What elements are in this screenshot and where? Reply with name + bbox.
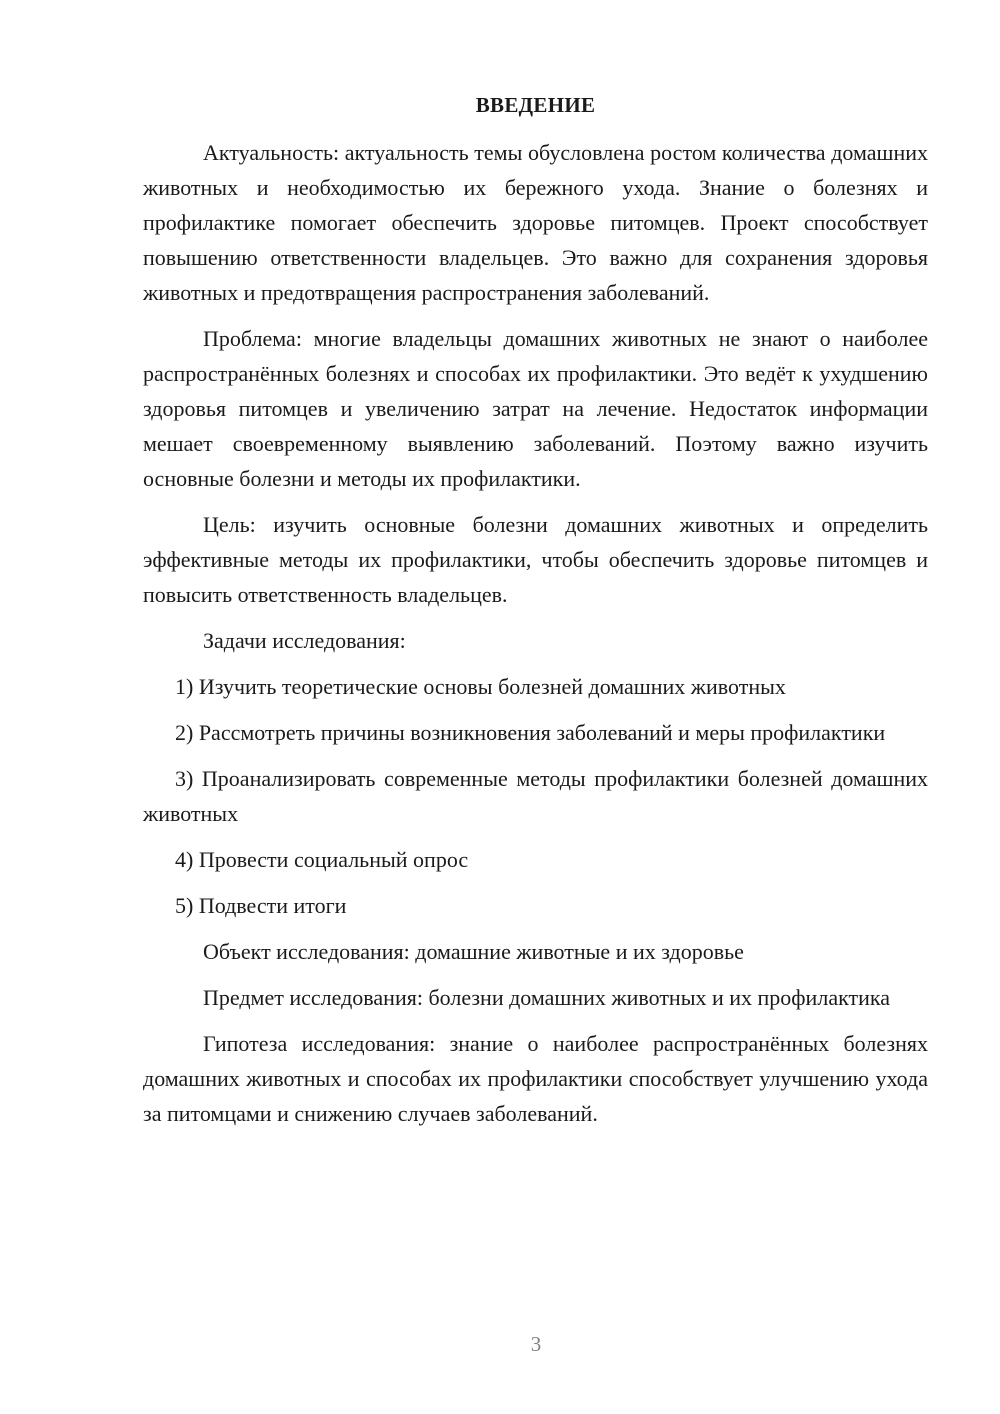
- object-paragraph: Объект исследования: домашние животные и их здоровье: [203, 939, 744, 964]
- page-number: 3: [530, 1332, 542, 1356]
- problem-paragraph: Проблема: многие владельцы домашних животных не знают о наиболее распространённых болезнях и способах их профилактики. Это ведёт к ухудшению здоровья питомцев и увеличению затрат на лечение. Недостаток информации мешает своевременному выявлению заболеваний. Поэтому важно изучить основные болезни и методы их профилактики.: [143, 326, 928, 491]
- task-item: 3) Проанализировать современные методы профилактики болезней домашних животных: [143, 766, 928, 826]
- task-item: 1) Изучить теоретические основы болезней домашних животных: [175, 674, 786, 699]
- task-item: 4) Провести социальный опрос: [175, 847, 469, 872]
- task-item: 5) Подвести итоги: [175, 893, 347, 918]
- relevance-paragraph: Актуальность: актуальность темы обусловлена ростом количества домашних животных и необходимостью их бережного ухода. Знание о болезнях и профилактике помогает обеспечить здоровье питомцев. Проект способствует повышению ответственности владельцев. Это важно для сохранения здоровья животных и предотвращения распространения заболеваний.: [143, 140, 928, 305]
- document-page: [143, 88, 928, 1142]
- tasks-heading: Задачи исследования:: [203, 628, 406, 653]
- hypothesis-paragraph: Гипотеза исследования: знание о наиболее распространённых болезнях домашних животных и способах их профилактики способствует улучшению ухода за питомцами и снижению случаев заболеваний.: [143, 1031, 928, 1126]
- section-title: ВВЕДЕНИЕ: [475, 93, 596, 117]
- goal-paragraph: Цель: изучить основные болезни домашних животных и определить эффективные методы их профилактики, чтобы обеспечить здоровье питомцев и повысить ответственность владельцев.: [143, 512, 928, 607]
- subject-paragraph: Предмет исследования: болезни домашних животных и их профилактика: [203, 985, 890, 1010]
- task-item: 2) Рассмотреть причины возникновения заболеваний и меры профилактики: [175, 720, 886, 745]
